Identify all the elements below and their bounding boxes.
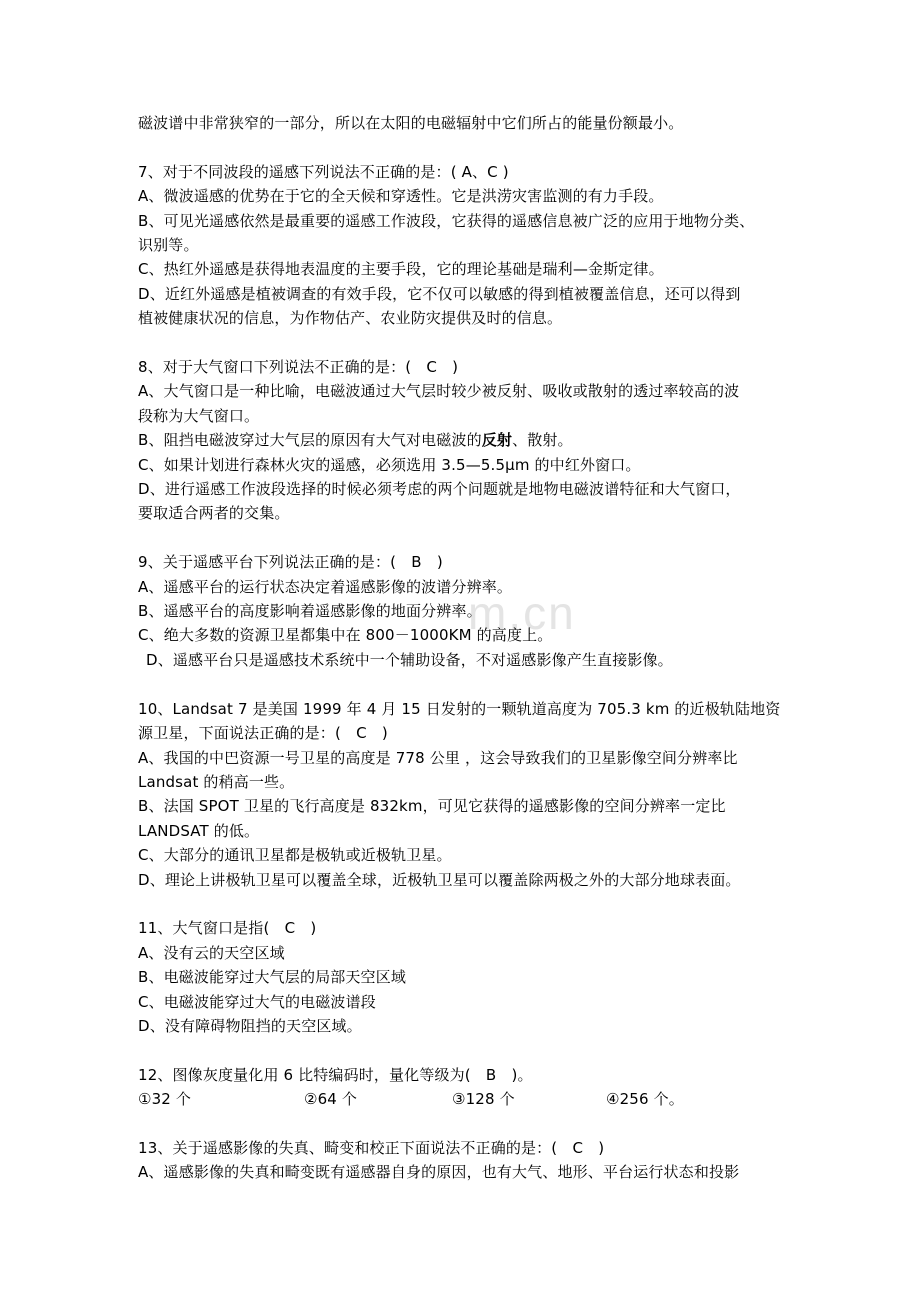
- question-10-option-b: B、法国 SPOT 卫星的飞行高度是 832km，可见它获得的遥感影像的空间分辨率一定比: [138, 797, 726, 816]
- question-8-option-d: D、进行遥感工作波段选择的时候必须考虑的两个问题就是地物电磁波谱特征和大气窗口，: [138, 480, 741, 499]
- question-10-option-a-cont: Landsat 的稍高一些。: [138, 772, 295, 791]
- spacer: [138, 135, 798, 159]
- question-8-option-d-cont: 要取适合两者的交集。: [138, 504, 290, 523]
- spacer: [138, 672, 798, 696]
- question-7-option-a: A、微波遥感的优势在于它的全天候和穿透性。它是洪涝灾害监测的有力手段。: [138, 187, 664, 206]
- watermark-text: m.cn: [468, 587, 576, 639]
- question-7-option-d: D、近红外遥感是植被调查的有效手段，它不仅可以敏感的得到植被覆盖信息，还可以得到: [138, 284, 741, 303]
- question-12-stem: 12、图像灰度量化用 6 比特编码时，量化等级为( B )。: [138, 1065, 533, 1084]
- question-9: [138, 550, 798, 672]
- question-7-option-c: C、热红外遥感是获得地表温度的主要手段，它的理论基础是瑞利—金斯定律。: [138, 260, 664, 279]
- question-10-stem: 10、Landsat 7 是美国 1999 年 4 月 15 日发射的一颗轨道高度为 705.3 km 的近极轨陆地资: [138, 699, 781, 718]
- question-8-option-b: [138, 428, 798, 452]
- question-10-option-c: C、大部分的通讯卫星都是极轨或近极轨卫星。: [138, 846, 452, 865]
- question-10: [138, 697, 798, 892]
- question-8-option-b-tail: 、散射。: [512, 431, 573, 450]
- question-13-stem: 13、关于遥感影像的失真、畸变和校正下面说法不正确的是：( C ): [138, 1138, 605, 1157]
- question-8-option-a-cont: 段称为大气窗口。: [138, 406, 260, 425]
- question-10-option-b-cont: LANDSAT 的低。: [138, 821, 260, 840]
- question-11: [138, 916, 798, 1038]
- question-12-option-2: ②64 个: [304, 1090, 358, 1109]
- question-12-option-3: ③128 个: [452, 1090, 515, 1109]
- spacer: [138, 892, 798, 916]
- question-9-option-d: D、遥感平台只是遥感技术系统中一个辅助设备，不对遥感影像产生直接影像。: [146, 650, 673, 669]
- question-12-options: [138, 1087, 798, 1111]
- question-7-option-d-cont: 植被健康状况的信息，为作物估产、农业防灾提供及时的信息。: [138, 309, 563, 328]
- question-7-option-b-cont: 识别等。: [138, 236, 199, 255]
- question-9-stem: 9、关于遥感平台下列说法正确的是：( B ): [138, 553, 443, 572]
- question-11-option-c: C、电磁波能穿过大气的电磁波谱段: [138, 992, 376, 1011]
- question-11-option-d: D、没有障碍物阻挡的天空区域。: [138, 1016, 362, 1035]
- question-7-option-b: B、可见光遥感依然是最重要的遥感工作波段，它获得的遥感信息被广泛的应用于地物分类、: [138, 211, 755, 230]
- question-7: [138, 160, 798, 331]
- document-page: [138, 111, 798, 1185]
- question-10-option-a: A、我国的中巴资源一号卫星的高度是 778 公里 ，这会导致我们的卫星影像空间分辨率比: [138, 748, 738, 767]
- spacer: [138, 1038, 798, 1062]
- question-11-option-a: A、没有云的天空区域: [138, 943, 285, 962]
- question-12-option-1: ①32 个: [138, 1090, 192, 1109]
- question-11-option-b: B、电磁波能穿过大气层的局部天空区域: [138, 968, 406, 987]
- question-13-option-a: A、遥感影像的失真和畸变既有遥感器自身的原因，也有大气、地形、平台运行状态和投影: [138, 1163, 740, 1182]
- question-12: [138, 1063, 798, 1112]
- question-11-stem: 11、大气窗口是指( C ): [138, 919, 317, 938]
- question-10-option-d: D、理论上讲极轨卫星可以覆盖全球，近极轨卫星可以覆盖除两极之外的大部分地球表面。: [138, 870, 741, 889]
- spacer: [138, 526, 798, 550]
- question-8-option-b-text: B、阻挡电磁波穿过大气层的原因有大气对电磁波的: [138, 431, 482, 450]
- question-8: [138, 355, 798, 526]
- intro-text: 磁波谱中非常狭窄的一部分，所以在太阳的电磁辐射中它们所占的能量份额最小。: [138, 114, 684, 132]
- question-9-option-a: A、遥感平台的运行状态决定着遥感影像的波谱分辨率。: [138, 577, 513, 596]
- question-9-option-b: B、遥感平台的高度影响着遥感影像的地面分辨率。: [138, 602, 482, 621]
- question-12-option-4: ④256 个。: [606, 1090, 684, 1109]
- question-8-stem: 8、对于大气窗口下列说法不正确的是：( C ): [138, 358, 459, 377]
- spacer: [138, 1112, 798, 1136]
- question-8-option-c: C、如果计划进行森林火灾的遥感，必须选用 3.5—5.5μm 的中红外窗口。: [138, 455, 641, 474]
- question-10-stem-cont: 源卫星，下面说法正确的是：( C ): [138, 724, 388, 743]
- question-9-option-c: C、绝大多数的资源卫星都集中在 800－1000KM 的高度上。: [138, 626, 553, 645]
- question-13: [138, 1136, 798, 1185]
- question-8-option-b-bold: 反射: [481, 431, 513, 450]
- question-8-option-a: A、大气窗口是一种比喻，电磁波通过大气层时较少被反射、吸收或散射的透过率较高的波: [138, 382, 740, 401]
- question-7-stem: 7、对于不同波段的遥感下列说法不正确的是：( A、C ): [138, 162, 509, 181]
- spacer: [138, 331, 798, 355]
